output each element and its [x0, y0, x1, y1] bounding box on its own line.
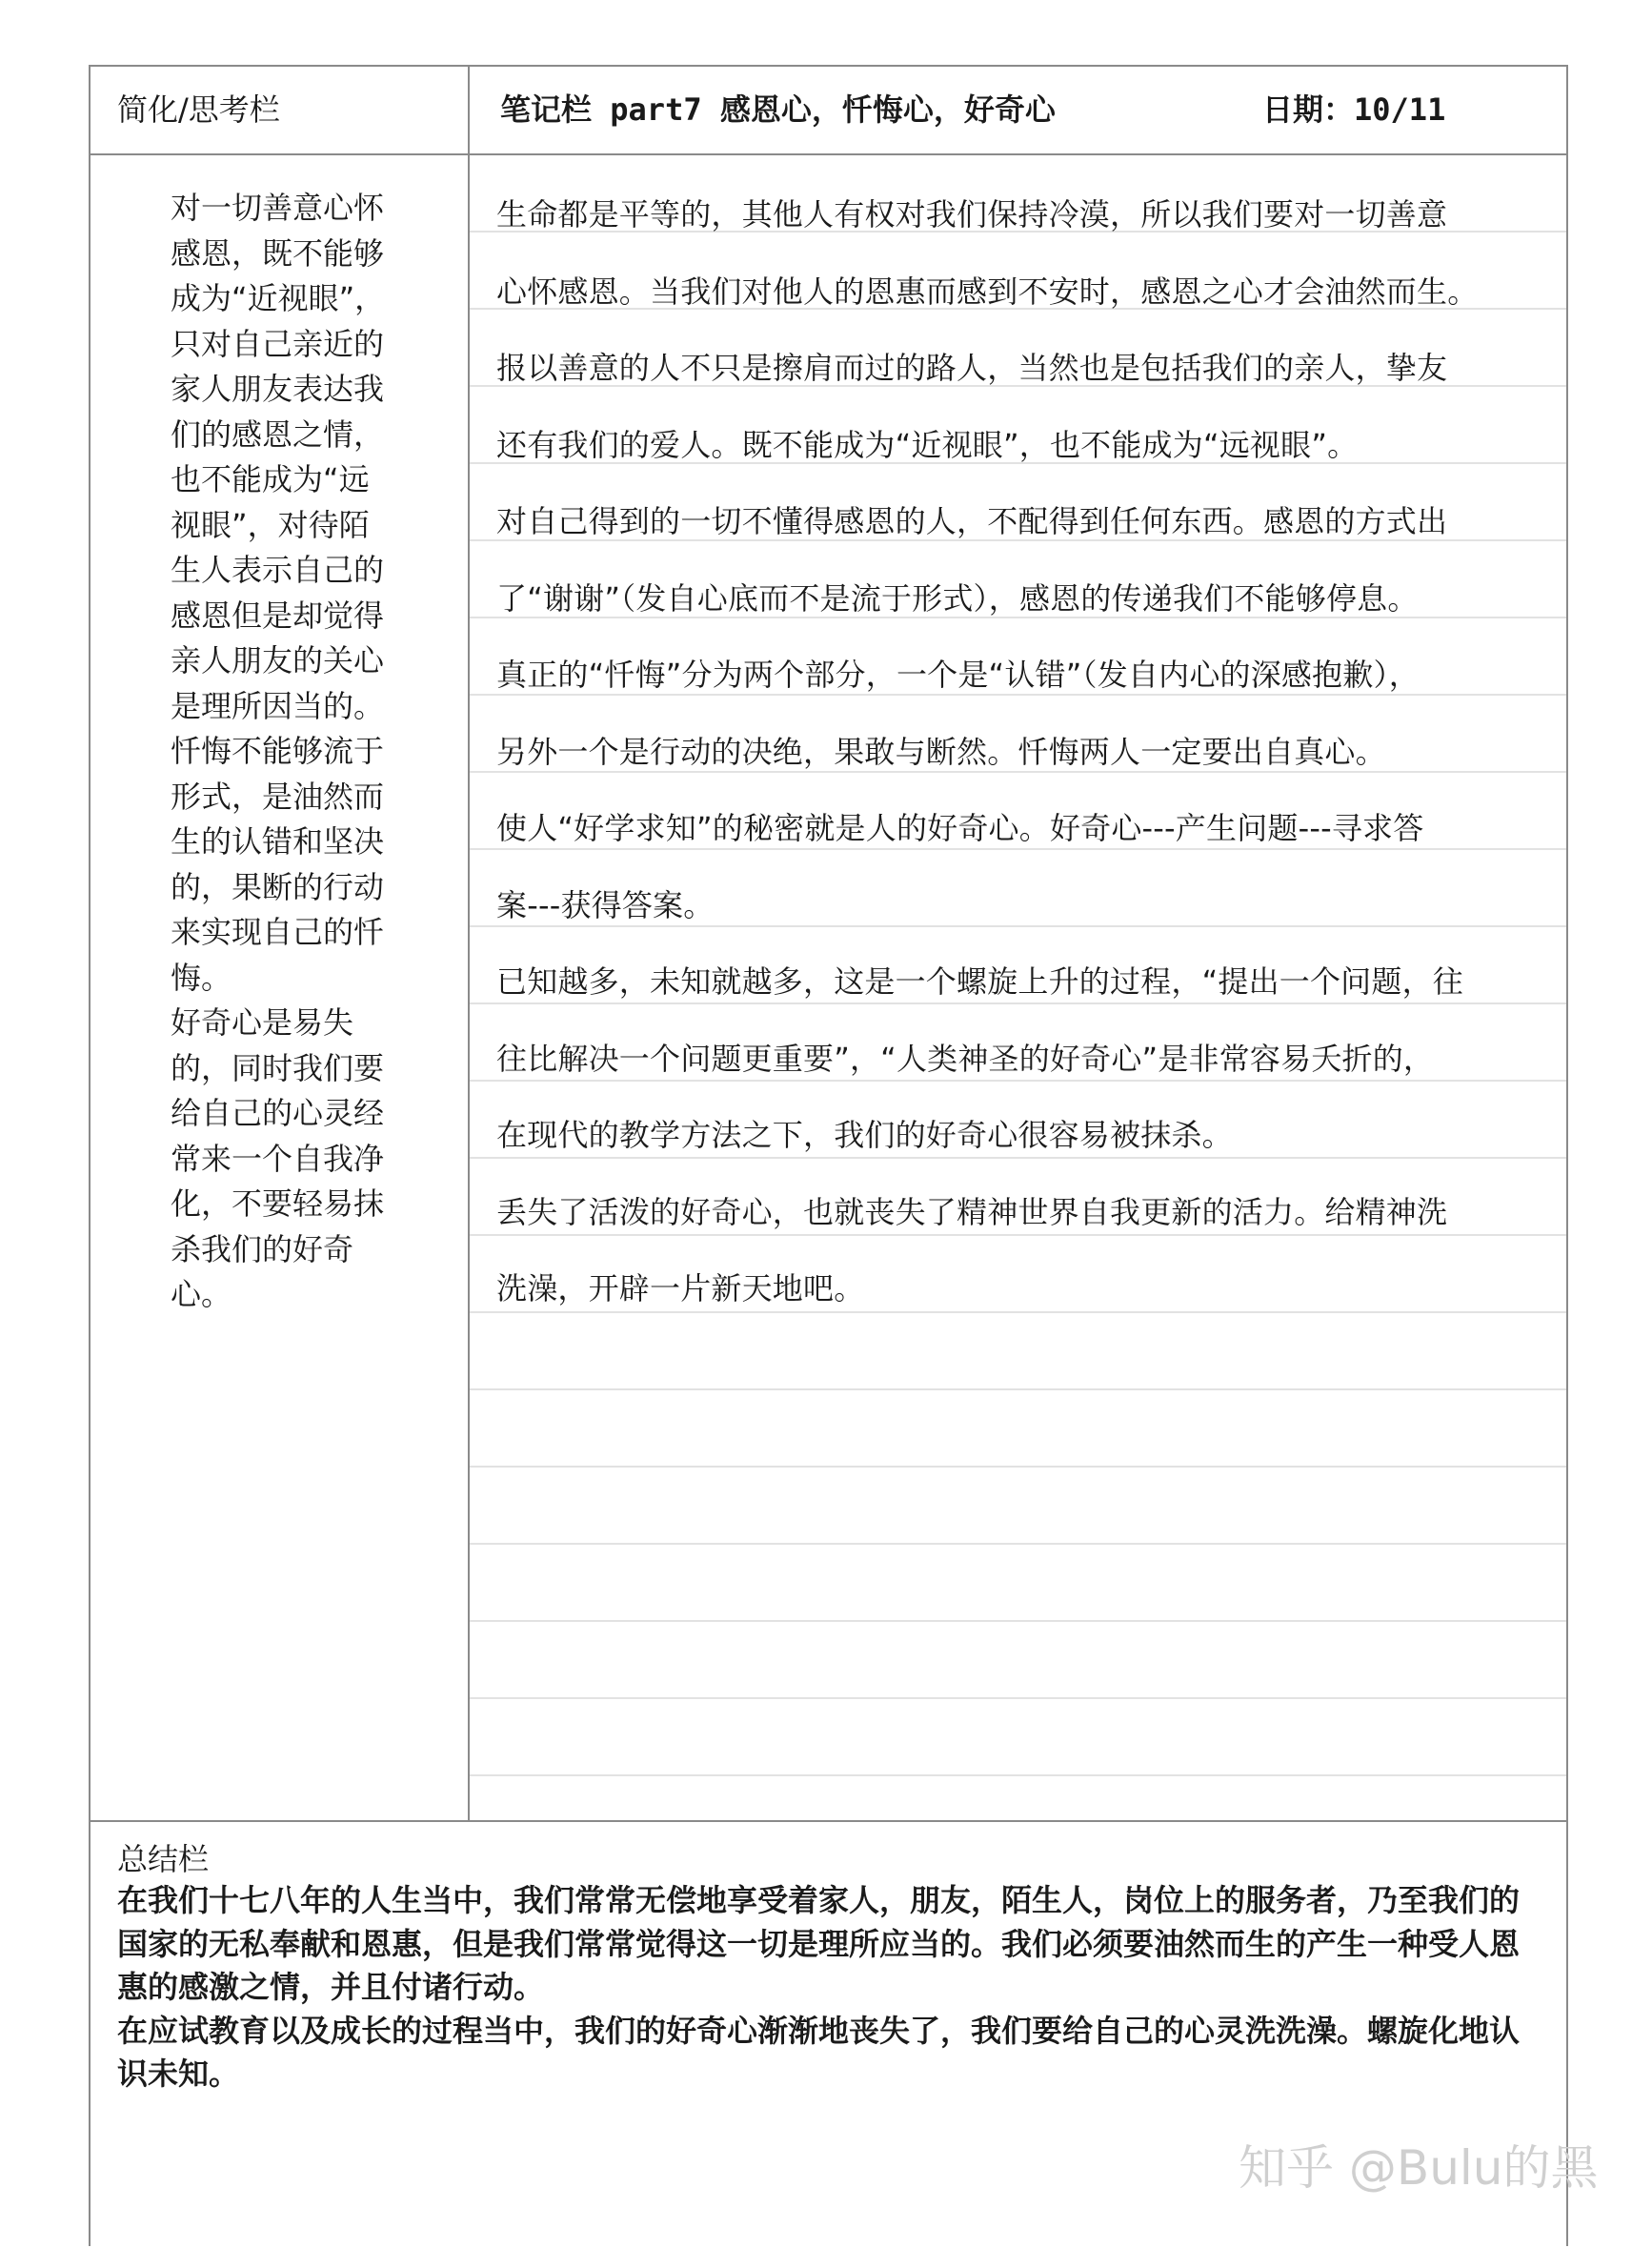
notes-line: 洗澡，开辟一片新天地吧。: [496, 1270, 865, 1306]
notes-line: 在现代的教学方法之下，我们的好奇心很容易被抹杀。: [496, 1117, 1233, 1153]
summary-paragraph: 在我们十七八年的人生当中，我们常常无偿地享受着家人，朋友，陌生人，岗位上的服务者，乃至我们的国家的无私奉献和恩惠，但是我们常常觉得这一切是理所应当的。我们必须要油然而生的产生一种受人恩惠的感激之情，并且付诸行动。: [117, 1882, 1521, 2005]
summary-text: [117, 1879, 1527, 2096]
summary-title: 总结栏: [117, 1841, 210, 1877]
cue-paragraph: 忏悔不能够流于形式，是油然而生的认错和坚决的，果断的行动来实现自己的忏悔。: [171, 733, 385, 996]
cue-paragraph: 对一切善意心怀感恩，既不能够成为“近视眼”，只对自己亲近的家人朋友表达我们的感恩之情，也不能成为“远视眼”，对待陌生人表示自己的感恩但是却觉得亲人朋友的关心是理所因当的。: [171, 190, 386, 724]
cue-column: [171, 186, 399, 1318]
notes-line: 使人“好学求知”的秘密就是人的好奇心。好奇心---产生问题---寻求答: [496, 810, 1424, 846]
notes-line: 报以善意的人不只是擦肩而过的路人，当然也是包括我们的亲人，挚友: [496, 350, 1448, 386]
notes-column-title: 笔记栏 part7 感恩心，忏悔心，好奇心: [500, 91, 1056, 128]
summary-paragraph: 在应试教育以及成长的过程当中，我们的好奇心渐渐地丧失了，我们要给自己的心灵洗洗澡。螺旋化地认识未知。: [117, 2012, 1521, 2092]
notes-text: [496, 176, 1544, 1327]
watermark: 知乎 @Bulu的黑: [1239, 2140, 1599, 2196]
cue-column-title: 简化/思考栏: [117, 91, 280, 128]
notes-line: 生命都是平等的，其他人有权对我们保持冷漠，所以我们要对一切善意: [496, 196, 1448, 233]
notes-column: [470, 155, 1566, 1820]
notes-line: 往比解决一个问题更重要”，“人类神圣的好奇心”是非常容易夭折的，: [496, 1040, 1435, 1077]
notes-line: 对自己得到的一切不懂得感恩的人，不配得到任何东西。感恩的方式出: [496, 503, 1448, 539]
cue-paragraph: 好奇心是易失的，同时我们要给自己的心灵经常来一个自我净化，不要轻易抹杀我们的好奇心。: [171, 1004, 385, 1312]
notes-line: 已知越多，未知就越多，这是一个螺旋上升的过程，“提出一个问题，往: [496, 963, 1463, 1000]
notes-line: 丢失了活泼的好奇心，也就丧失了精神世界自我更新的活力。给精神洗: [496, 1193, 1448, 1230]
cornell-note-sheet: [89, 65, 1568, 2246]
notes-line: 了“谢谢”（发自心底而不是流于形式），感恩的传递我们不能够停息。: [496, 579, 1419, 617]
notes-line: 另外一个是行动的决绝，果敢与断然。忏悔两人一定要出自真心。: [496, 733, 1386, 770]
notes-line: 还有我们的爱人。既不能成为“近视眼”，也不能成为“远视眼”。: [496, 426, 1359, 463]
notes-line: 心怀感恩。当我们对他人的恩惠而感到不安时，感恩之心才会油然而生。: [496, 273, 1479, 310]
date-label: 日期：10/11: [1262, 91, 1446, 128]
header-row: [91, 67, 1566, 155]
notes-line: 真正的“忏悔”分为两个部分，一个是“认错”（发自内心的深感抱歉），: [496, 657, 1420, 693]
notes-line: 案---获得答案。: [496, 886, 715, 923]
